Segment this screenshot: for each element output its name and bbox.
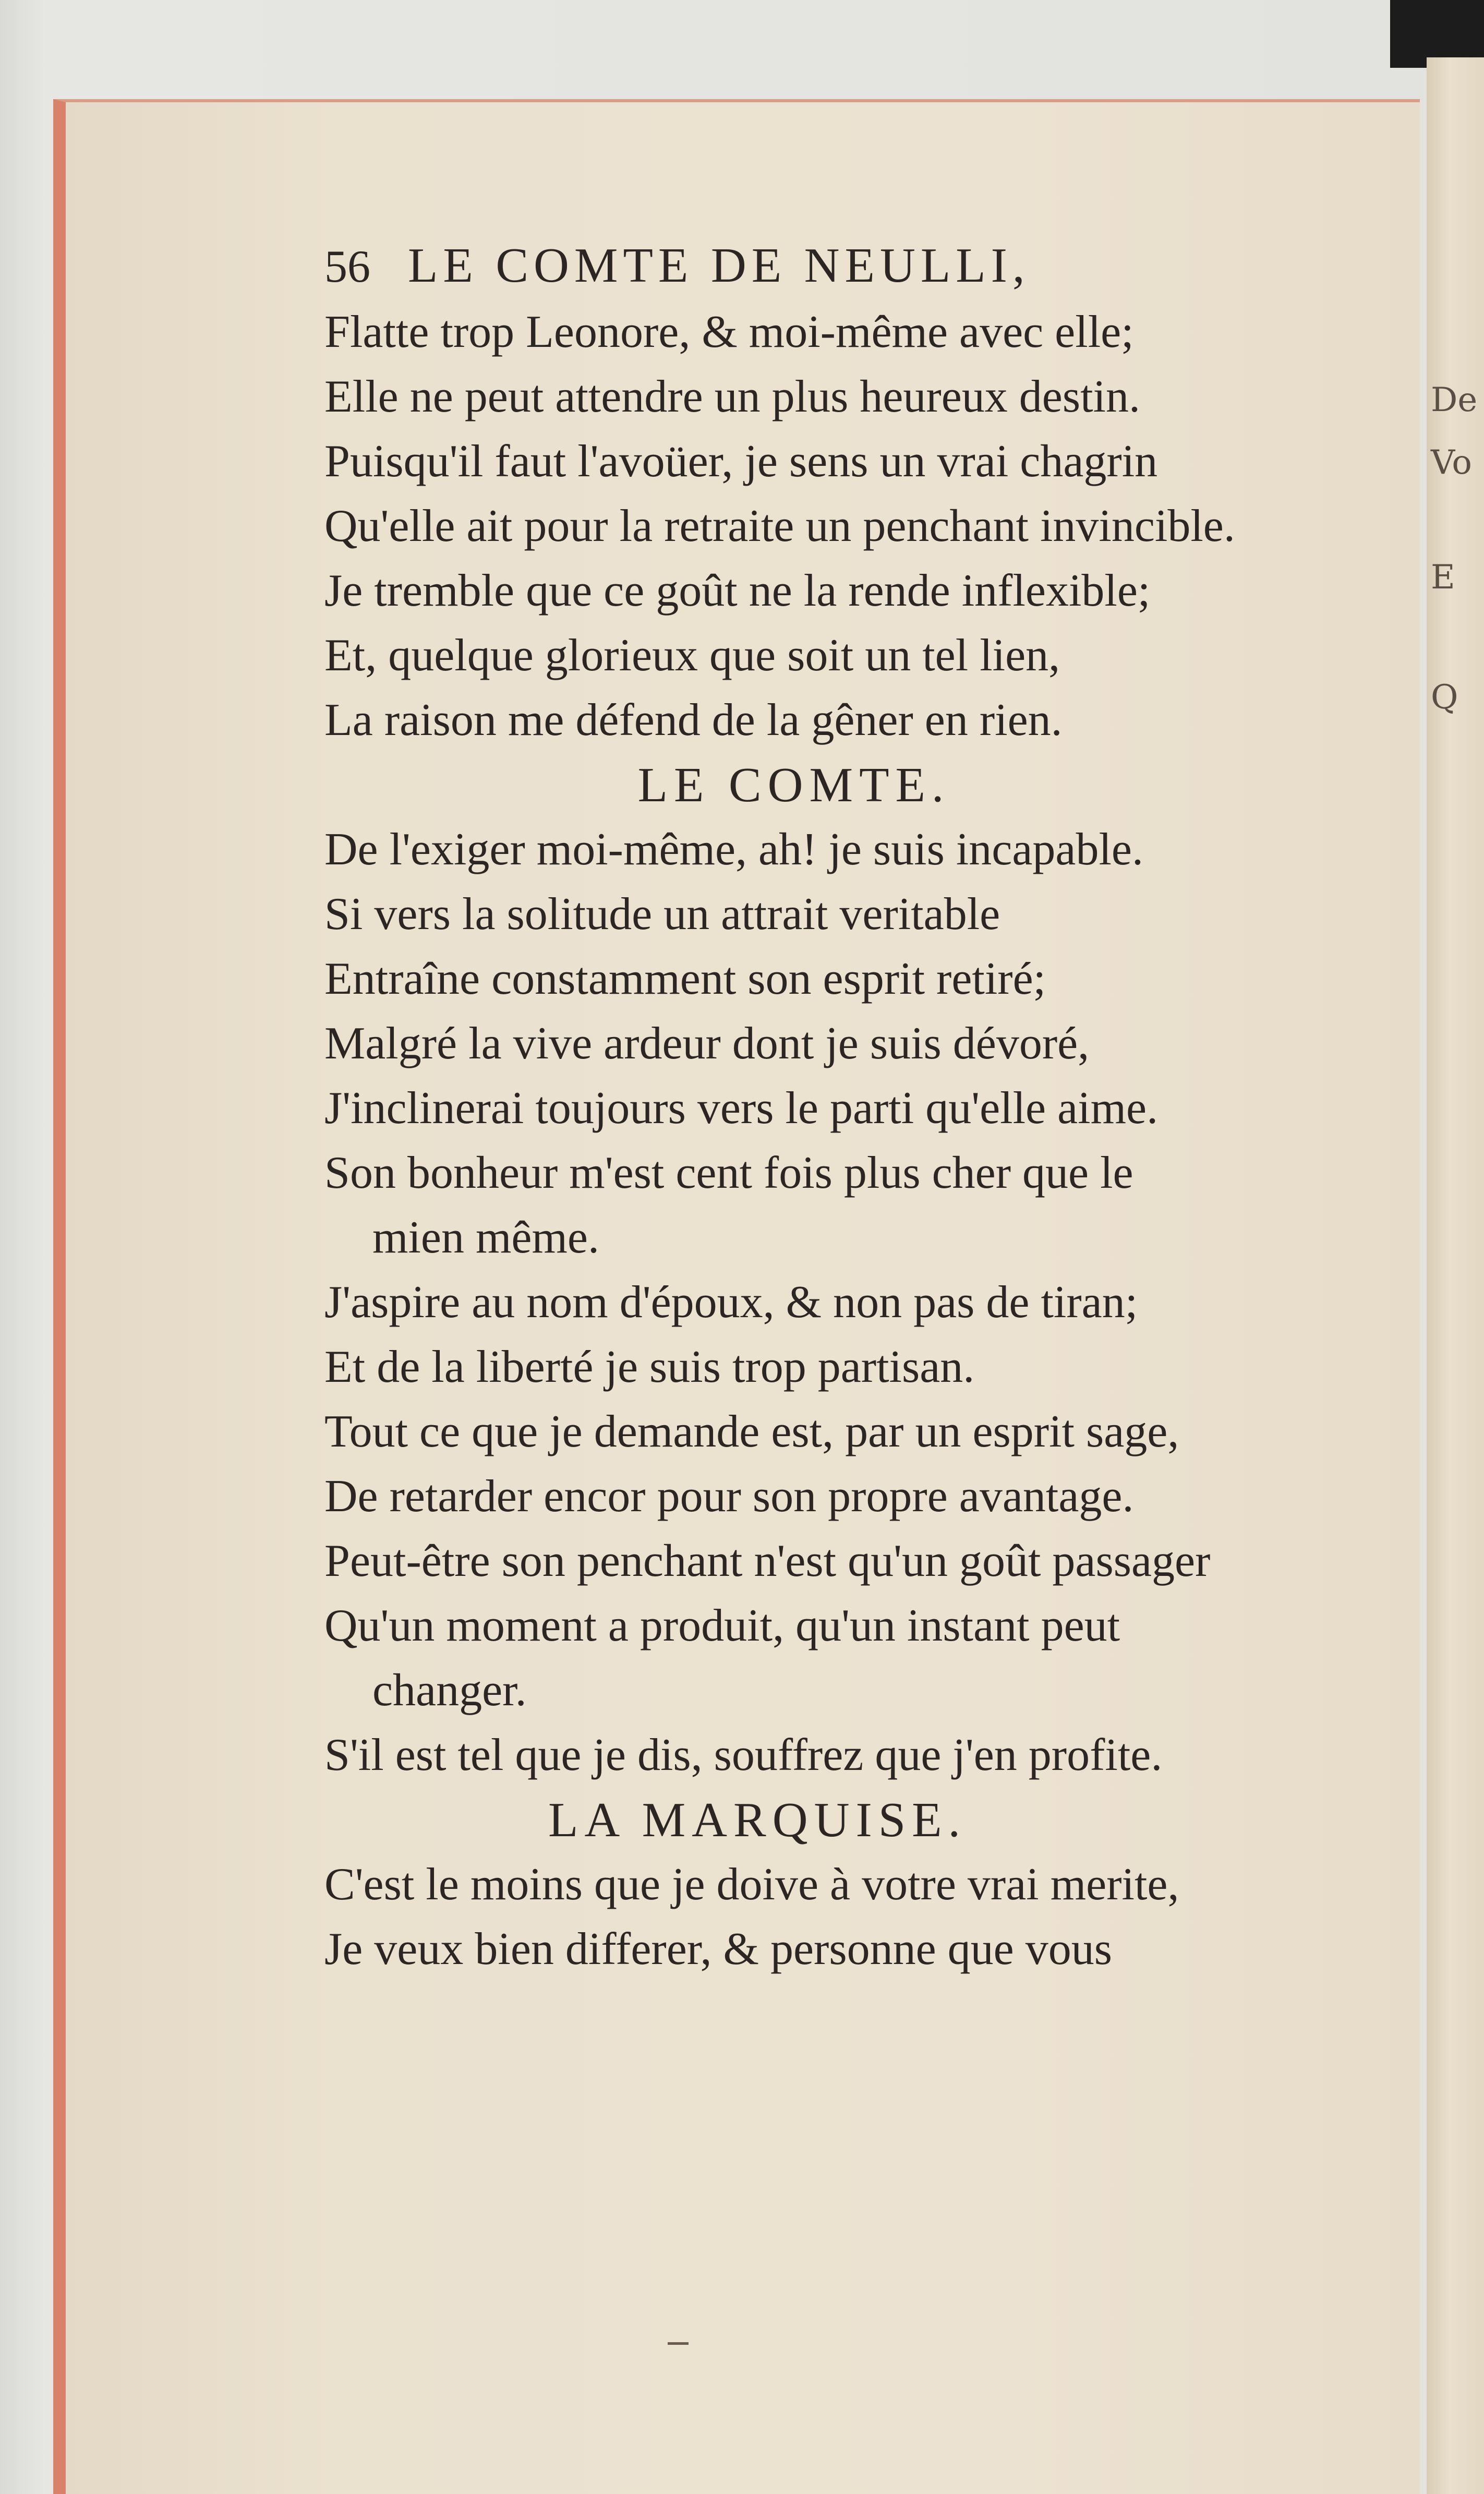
- adjacent-page-fragment: Q: [1431, 678, 1458, 717]
- adjacent-page-edge: [1427, 57, 1484, 2494]
- verse-line: Je tremble que ce goût ne la rende inflexible;: [324, 565, 1151, 616]
- verse-line: Tout ce que je demande est, par un esprit sage,: [324, 1406, 1179, 1457]
- verse-line: Elle ne peut attendre un plus heureux destin.: [324, 371, 1140, 422]
- verse-line: Son bonheur m'est cent fois plus cher que le: [324, 1148, 1133, 1198]
- verse-line: Et de la liberté je suis trop partisan.: [324, 1342, 975, 1392]
- adjacent-page-fragment: De: [1431, 381, 1478, 419]
- verse-line: Je veux bien differer, & personne que vous: [324, 1924, 1112, 1974]
- bottom-ink-mark: [668, 2342, 689, 2345]
- verse-line: Puisqu'il faut l'avoüer, je sens un vrai chagrin: [324, 436, 1158, 487]
- verse-line: Entraîne constamment son esprit retiré;: [324, 954, 1046, 1004]
- speaker-heading: LA MARQUISE.: [548, 1793, 967, 1847]
- verse-line: Qu'un moment a produit, qu'un instant peut: [324, 1600, 1120, 1651]
- verse-line: Flatte trop Leonore, & moi-même avec elle;: [324, 307, 1134, 357]
- verse-line: J'inclinerai toujours vers le parti qu'elle aime.: [324, 1083, 1159, 1134]
- verse-line: Et, quelque glorieux que soit un tel lien,: [324, 630, 1060, 681]
- running-head: LE COMTE DE NEULLI,: [408, 238, 1030, 293]
- page-text: [324, 237, 1389, 1982]
- verse-line: De l'exiger moi-même, ah! je suis incapable.: [324, 824, 1143, 875]
- verse-line: De retarder encor pour son propre avantage.: [324, 1471, 1134, 1522]
- adjacent-page-fragment: E: [1431, 558, 1455, 597]
- verse-line: Qu'elle ait pour la retraite un penchant invincible.: [324, 501, 1235, 551]
- verse-line: La raison me défend de la gêner en rien.: [324, 695, 1063, 745]
- verse-line: S'il est tel que je dis, souffrez que j'en profite.: [324, 1730, 1163, 1780]
- verse-line-continuation: mien même.: [372, 1212, 599, 1263]
- speaker-heading: LE COMTE.: [637, 758, 950, 812]
- verse-line: Peut-être son penchant n'est qu'un goût passager: [324, 1536, 1211, 1586]
- adjacent-page-fragment: Vo: [1431, 443, 1472, 482]
- verse-line: Malgré la vive ardeur dont je suis dévoré,: [324, 1018, 1090, 1069]
- page-number: 56: [324, 242, 370, 292]
- verse-line: Si vers la solitude un attrait veritable: [324, 889, 1000, 939]
- page-header: [324, 237, 1389, 300]
- verse-line: C'est le moins que je doive à votre vrai merite,: [324, 1859, 1179, 1910]
- verse-line-continuation: changer.: [372, 1665, 527, 1716]
- verse-line: J'aspire au nom d'époux, & non pas de tiran;: [324, 1277, 1138, 1328]
